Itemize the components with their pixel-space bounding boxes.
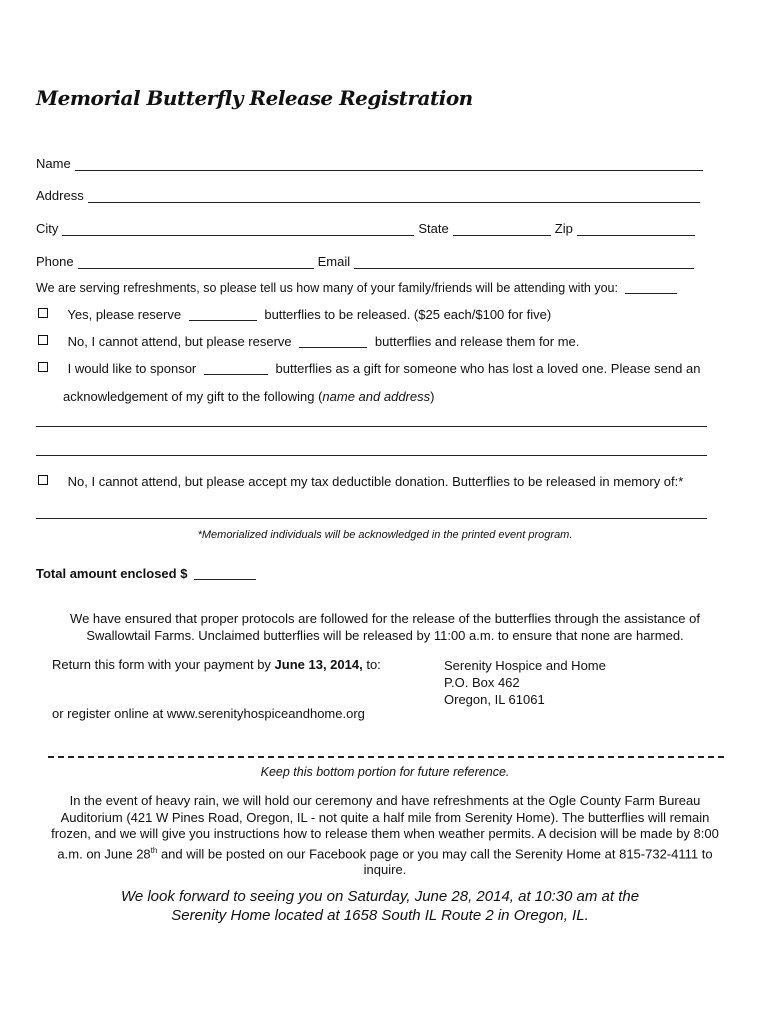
total-amount <box>36 566 256 581</box>
address-line-2: P.O. Box 462 <box>444 675 520 690</box>
city-state-zip-row <box>36 218 699 236</box>
rain-text-end: and will be posted on our Facebook page or you may call the Serenity Home at 815-732-4111 to inquire. <box>157 845 713 878</box>
checkbox-sponsor[interactable] <box>38 362 48 372</box>
sponsor-ack-italic: name and address <box>322 389 431 404</box>
option-release-for-me <box>38 334 579 349</box>
mailing-address <box>444 657 606 708</box>
return-post: to: <box>366 657 381 672</box>
memorial-name-line[interactable] <box>36 518 707 519</box>
address-line-1: Serenity Hospice and Home <box>444 658 606 673</box>
option-reserve <box>38 307 551 322</box>
option-reserve-post: butterflies to be released. ($25 each/$100 for five) <box>264 307 552 322</box>
sponsor-ack-post: ) <box>430 389 435 404</box>
zip-field[interactable] <box>577 223 695 236</box>
release-count-field[interactable] <box>299 335 367 348</box>
protocols-text: We have ensured that proper protocols are followed for the release of the butterflies through the assistance of Swallowtail Farms. Unclaimed butterflies will be released by 11:00 a.m. to ensure that none are harmed. <box>70 611 700 643</box>
option-sponsor <box>38 361 700 376</box>
state-label: State <box>418 221 449 236</box>
rain-superscript: th <box>150 845 158 855</box>
return-pre: Return this form with your payment by <box>52 657 271 672</box>
keep-note: Keep this bottom portion for future reference. <box>260 765 510 779</box>
option-release-pre: No, I cannot attend, but please reserve <box>67 334 292 349</box>
checkbox-reserve[interactable] <box>38 308 48 318</box>
email-label: Email <box>317 254 351 269</box>
name-label: Name <box>36 156 71 171</box>
page-title: Memorial Butterfly Release Registration <box>36 86 473 110</box>
sponsor-count-field[interactable] <box>204 362 268 375</box>
reserve-count-field[interactable] <box>189 308 257 321</box>
cut-line <box>48 756 724 758</box>
zip-label: Zip <box>554 221 573 236</box>
option-release-post: butterflies and release them for me. <box>374 334 580 349</box>
checkbox-donation[interactable] <box>38 475 48 485</box>
rain-text: In the event of heavy rain, we will hold our ceremony and have refreshments at the Ogle County Farm Bureau Auditorium (421 W Pines Road, Oregon, IL - not quite a half mile from Serenity Home). The butterflies will remain frozen, and we will give you instructions how to release them when weather permits. A decision will be made by 8:00 a.m. on June 28 <box>51 793 719 861</box>
register-online: or register online at www.serenityhospiceandhome.org <box>52 706 365 721</box>
total-label: Total amount enclosed $ <box>36 566 188 581</box>
checkbox-release-for-me[interactable] <box>38 335 48 345</box>
city-label: City <box>36 221 59 236</box>
closing-line-1: We look forward to seeing you on Saturday, June 28, 2014, at 10:30 am at the <box>120 888 640 905</box>
sponsor-address-line-1[interactable] <box>36 426 707 427</box>
total-amount-field[interactable] <box>194 567 256 580</box>
email-field[interactable] <box>354 256 694 269</box>
refreshments-text: We are serving refreshments, so please tell us how many of your family/friends will be attending with you: <box>36 281 618 295</box>
memorial-note: *Memorialized individuals will be acknowledged in the printed event program. <box>197 529 573 541</box>
address-row <box>36 185 704 203</box>
return-instructions <box>52 657 381 672</box>
city-field[interactable] <box>62 223 414 236</box>
option-sponsor-pre: I would like to sponsor <box>67 361 197 376</box>
option-sponsor-line2 <box>63 389 434 404</box>
closing-message <box>0 887 760 925</box>
name-field[interactable] <box>75 158 703 171</box>
closing-line-2: Serenity Home located at 1658 South IL Route 2 in Oregon, IL. <box>171 907 589 924</box>
option-sponsor-post: butterflies as a gift for someone who has lost a loved one. Please send an <box>275 361 701 376</box>
attendee-count-field[interactable] <box>625 281 677 294</box>
sponsor-ack-pre: acknowledgement of my gift to the following ( <box>63 389 323 404</box>
name-row <box>36 153 707 171</box>
sponsor-address-line-2[interactable] <box>36 455 707 456</box>
option-donation-text: No, I cannot attend, but please accept my tax deductible donation. Butterflies to be released in memory of:* <box>67 474 684 489</box>
phone-label: Phone <box>36 254 74 269</box>
refreshments-question <box>36 281 677 295</box>
phone-email-row <box>36 251 698 269</box>
return-date: June 13, 2014, <box>274 657 363 672</box>
rain-notice <box>44 793 726 879</box>
phone-field[interactable] <box>78 256 314 269</box>
state-field[interactable] <box>453 223 551 236</box>
address-line-3: Oregon, IL 61061 <box>444 692 545 707</box>
address-label: Address <box>36 188 84 203</box>
address-field[interactable] <box>88 190 700 203</box>
option-donation <box>38 474 683 489</box>
option-reserve-pre: Yes, please reserve <box>67 307 182 322</box>
